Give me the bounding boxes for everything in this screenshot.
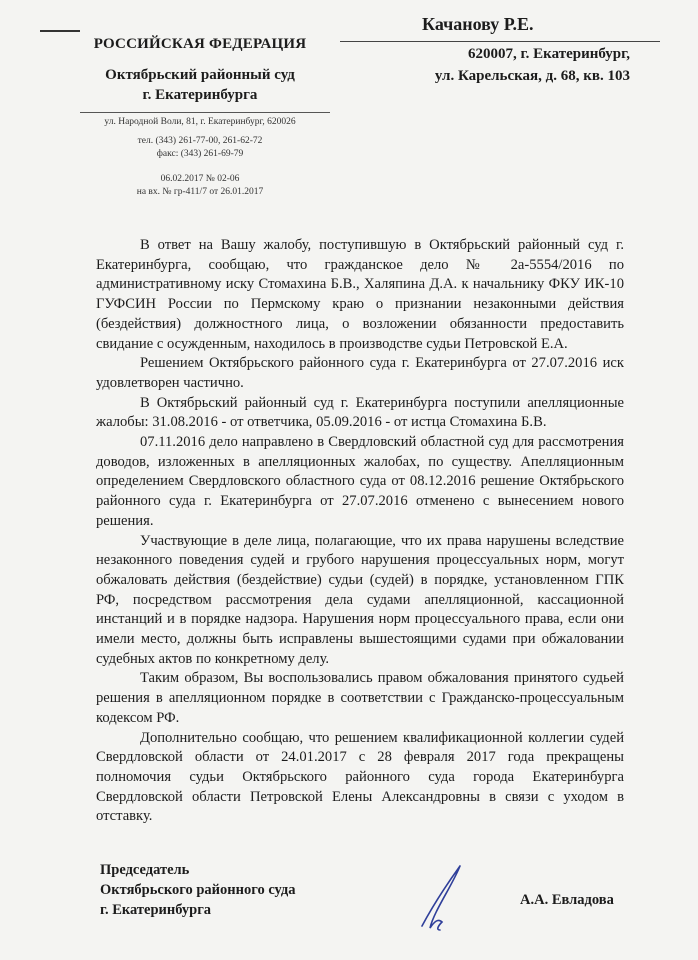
- recipient-rule: [340, 41, 660, 42]
- paragraph-3: В Октябрьский районный суд г. Екатеринбурга поступили апелляционные жалобы: 31.08.2016 - от ответчика, 05.09.2016 - от истца Стомахина Б.В.: [96, 394, 624, 431]
- outgoing-number: 06.02.2017 № 02-06: [160, 174, 240, 184]
- signatory-title-line3: г. Екатеринбурга: [100, 902, 212, 918]
- court-name-line1: Октябрьский районный суд: [105, 67, 295, 83]
- paragraph-7: Дополнительно сообщаю, что решением квалификационной коллегии судей Свердловской области от 24.01.2017 с 28 февраля 2017 года прекращены полномочия судьи Октябрьского районного суда города Екатеринбурга Свердловской области Петровской Елены Александровны в связи с уходом в отставку.: [96, 729, 624, 825]
- signatory-title: [100, 860, 295, 920]
- court-phone: тел. (343) 261-77-00, 261-62-72: [137, 136, 263, 146]
- paragraph-6: Таким образом, Вы воспользовались правом обжалования принятого судьей решения в апелляционном порядке в соответствии с Гражданско-процессуальным кодексом РФ.: [96, 670, 624, 726]
- court-name: [70, 65, 330, 105]
- country-title: РОССИЙСКАЯ ФЕДЕРАЦИЯ: [93, 36, 307, 52]
- recipient-block: [340, 14, 670, 86]
- court-address: ул. Народной Воли, 81, г. Екатеринбург, 620026: [104, 117, 296, 127]
- handwritten-signature: [412, 856, 482, 936]
- paragraph-5: Участвующие в деле лица, полагающие, что их права нарушены вследствие незаконного поведения судей и грубого нарушения процессуальных норм, могут обжаловать действия (бездействие) судьи (судей) в порядке, установленном ГПК РФ, посредством рассмотрения дела судами апелляционной, кассационной инстанций и в порядке надзора. Нарушения норм процессуального права, если они имели место, должны быть исправлены вышестоящими судами при обжаловании судебных актов по конкретному делу.: [96, 532, 624, 667]
- top-left-rule: [40, 30, 80, 32]
- signatory-title-line1: Председатель: [100, 862, 190, 878]
- paragraph-4: 07.11.2016 дело направлено в Свердловский областной суд для рассмотрения доводов, изложенных в апелляционных жалобах, по существу. Апелляционным определением Свердловского областного суда от 08.12.2016 решение Октябрьского районного суда г. Екатеринбурга от 27.07.2016 отменено с вынесением нового решения.: [96, 434, 624, 529]
- signatory-name: А.А. Евладова: [520, 892, 614, 908]
- court-header: [70, 36, 330, 105]
- recipient-address-line2: ул. Карельская, д. 68, кв. 103: [434, 68, 630, 84]
- court-contacts: [70, 116, 330, 199]
- header-divider: [80, 112, 330, 113]
- paragraph-1: В ответ на Вашу жалобу, поступившую в Октябрьский районный суд г. Екатеринбурга, сообщаю, что гражданское дело № 2а-5554/2016 по административному иску Стомахина Б.В., Халяпина Д.А. к начальнику ФКУ ИК-10 ГУФСИН России по Пермскому краю о признании незаконными действия (бездействия) должностного лица, о возложении обязанности предоставить свидание с осужденным, находилось в производстве судьи Петровской Е.А.: [96, 237, 624, 352]
- court-fax: факс: (343) 261-69-79: [156, 149, 244, 159]
- incoming-reference: на вх. № гр-411/7 от 26.01.2017: [136, 187, 264, 197]
- court-name-line2: г. Екатеринбурга: [142, 87, 258, 103]
- recipient-name: Качанову Р.Е.: [422, 14, 534, 34]
- letter-body: [96, 236, 624, 827]
- signatory-title-line2: Октябрьского районного суда: [100, 882, 296, 898]
- paragraph-2: Решением Октябрьского районного суда г. Екатеринбурга от 27.07.2016 иск удовлетворен частично.: [96, 355, 624, 391]
- recipient-address-line1: 620007, г. Екатеринбург,: [468, 46, 630, 62]
